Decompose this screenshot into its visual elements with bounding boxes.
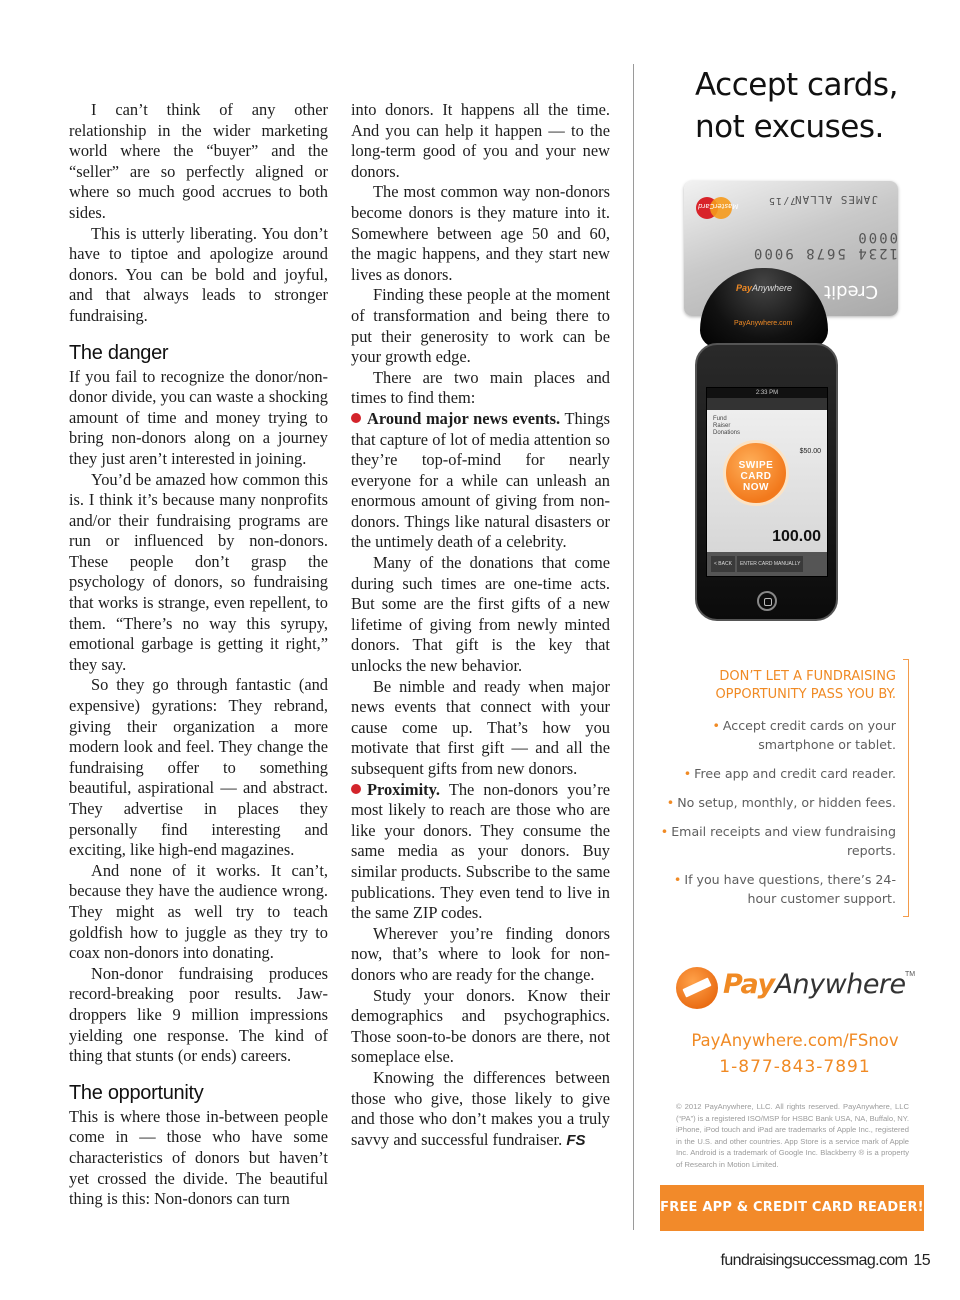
bullet-label: Proximity. (367, 779, 440, 799)
ad-headline (695, 64, 935, 148)
page-footer (700, 1252, 930, 1270)
fund-label: Fund Raiser Donations (713, 416, 741, 436)
card-expiry: 7/15 (768, 195, 797, 206)
logo-wordmark: PayAnywhere (723, 969, 906, 1000)
promo-item: • Free app and credit card reader. (683, 766, 896, 781)
reader-url: PayAnywhere.com (734, 320, 793, 327)
bullet-news-events (351, 409, 610, 553)
paragraph: And none of it works. It can’t, because they have the audience wrong. They might as well try to teach goldfish how to juggle as they try to coax non-donors into donating. (69, 860, 328, 963)
reader-brand: PayAnywhere (736, 283, 793, 293)
column-divider (633, 64, 634, 1230)
paragraph-final (351, 1068, 610, 1151)
ad-headline-line-1: Accept cards, (695, 67, 898, 103)
screen-manual-button: ENTER CARD MANUALLY (737, 556, 803, 572)
paragraph: You’d be amazed how common this is. I think it’s because many nonprofits and/or their fundraising programs are run or influenced by non-donors. These people don’t grasp the psychology of donors, so fundraising that works is strange, even repellent, to them. “There’s no way this syrupy, emotional garbage is getting it right,” they say. (69, 469, 328, 674)
bullet-text: Things that capture of lot of media attention so they’re top-of-mind for nearly everyone for a while can unleash an enormous amount of giving from non-donors. Things like natural disasters or the untimely death of a celebrity. (351, 408, 610, 552)
mastercard-logo-icon (696, 197, 739, 219)
screen-amount: $50.00 (799, 448, 821, 455)
payanywhere-logo (676, 967, 914, 1013)
bullet-label: Around major news events. (367, 408, 561, 428)
paragraph: Be nimble and ready when major news events that connect with your cause come up. That’s how you motivate that first gift — and all the subsequent gifts from new donors. (351, 676, 610, 778)
bullet-dot-icon (351, 784, 361, 794)
paragraph: Study your donors. Know their demographics and psychographics. Those soon-to-be donors are there, not someplace else. (351, 985, 610, 1067)
payanywhere-mark-icon (676, 967, 718, 1009)
promo-item: • If you have questions, there’s 24-hour customer support. (673, 872, 896, 906)
ad-headline-line-2: not excuses. (695, 109, 884, 145)
phone-status-time: 2:33 PM (707, 388, 827, 398)
article-column-2 (351, 100, 610, 1151)
swipe-card-badge: SWIPE CARD NOW (723, 440, 789, 506)
paragraph: This is where those in-between people come in — those who have some characteristics of donors but haven’t yet crossed the divide. The beautiful thing is this: Non-donors can turn (69, 1106, 328, 1209)
paragraph: Finding these people at the moment of transformation and being there to put their generosity to work can be your growth edge. (351, 285, 610, 367)
paragraph-text: Knowing the differences between those who give, those likely to give and those who don’t makes you a truly savvy and successful fundraiser. (351, 1067, 610, 1149)
card-holder-name: JAMES ALLAN (794, 193, 878, 206)
phone-screen (706, 387, 828, 577)
promo-bracket (903, 659, 909, 917)
paragraph: The most common way non-donors become donors is they mature into it. Somewhere between age 50 and 60, the magic happens, and they start new lives as donors. (351, 182, 610, 284)
ad-url-link[interactable]: PayAnywhere.com/FSnov (691, 1031, 899, 1050)
paragraph: There are two main places and times to find them: (351, 367, 610, 408)
promo-heading: DON’T LET A FUNDRAISING OPPORTUNITY PASS YOU BY. (715, 669, 896, 702)
promo-item: • Email receipts and view fundraising reports. (660, 824, 896, 858)
section-heading-danger: The danger (69, 341, 169, 364)
section-heading-opportunity: The opportunity (69, 1081, 204, 1104)
bullet-dot-icon (351, 413, 361, 423)
home-button-icon (757, 591, 777, 611)
smartphone-image (695, 343, 838, 621)
card-brand: MasterCard (698, 202, 739, 210)
paragraph: If you fail to recognize the donor/non-donor divide, you can waste a shocking amount of time and money trying to bring non-donors along on a journey they just aren’t interested in joining. (69, 366, 329, 468)
promo-item: • Accept credit cards on your smartphone or tablet. (712, 718, 896, 752)
paragraph: This is utterly liberating. You don’t have to tiptoe and apologize around donors. You can be bold and joyful, and that always leads to stronger fundraising. (69, 223, 328, 325)
cta-banner[interactable]: FREE APP & CREDIT CARD READER! (660, 1185, 924, 1231)
paragraph: Wherever you’re finding donors now, that’s where to look for non-donors who are ready for the change. (351, 923, 610, 984)
paragraph: Non-donor fundraising produces record-breaking poor results. Jaw-droppers like 9 million impressions yielding one response. The kind of thing that stunts (or ends) careers. (69, 963, 328, 1066)
card-type: Credit (824, 281, 879, 302)
ad-phone-number[interactable]: 1-877-843-7891 (719, 1057, 871, 1077)
paragraph: I can’t think of any other relationship in the wider marketing world where the “buyer” and the “seller” are so perfectly aligned or where so much good accrues to both sides. (69, 100, 328, 222)
screen-back-button: < BACK (711, 556, 735, 572)
trademark-symbol: TM (905, 971, 916, 978)
bullet-proximity (351, 780, 610, 924)
paragraph: So they go through fantastic (and expensive) gyrations: They rebrand, giving their organization a more modern look and feel. They change the fundraising offer to something beautiful, aspirational — and abstract. They advertise in places they personally find interesting and exciting, like high-end magazines. (69, 675, 328, 860)
card-number: 1234 5678 9000 0000 (751, 229, 898, 261)
footer-site: fundraisingsuccessmag.com (720, 1252, 908, 1269)
paragraph: Many of the donations that come during such times are one-time acts. But some are the first gifts of a new lifetime of giving from newly minted donors. That gift is the key that unlocks the new behavior. (351, 553, 610, 676)
bullet-text: The non-donors you’re most likely to reach are those who are like your donors. They consume the same media as your donors. Buy similar products. Subscribe to the same publications. They even tend to live in the same ZIP codes. (351, 779, 610, 923)
page-number: 15 (913, 1252, 930, 1269)
fs-signature: FS (566, 1131, 586, 1149)
screen-total: 100.00 (772, 528, 821, 545)
paragraph: into donors. It happens all the time. And you can help it happen — to the long-term good of you and your new donors. (351, 100, 610, 181)
legal-text: © 2012 PayAnywhere, LLC. All rights reserved. PayAnywhere, LLC (“PA”) is a registered ISO/MSP for HSBC Bank USA, NA, Buffalo, NY. iPhone, iPod touch and iPad are trademarks of Apple Inc., registered in the U.S. and other countries. App Store is a service mark of Apple Inc. Android is a trademark of Google Inc. Blackberry ® is a property of Research in Motion Limited. (676, 1102, 909, 1169)
promo-list (660, 716, 896, 918)
article-column-1 (69, 100, 328, 1210)
promo-item: • No setup, monthly, or hidden fees. (666, 795, 896, 810)
